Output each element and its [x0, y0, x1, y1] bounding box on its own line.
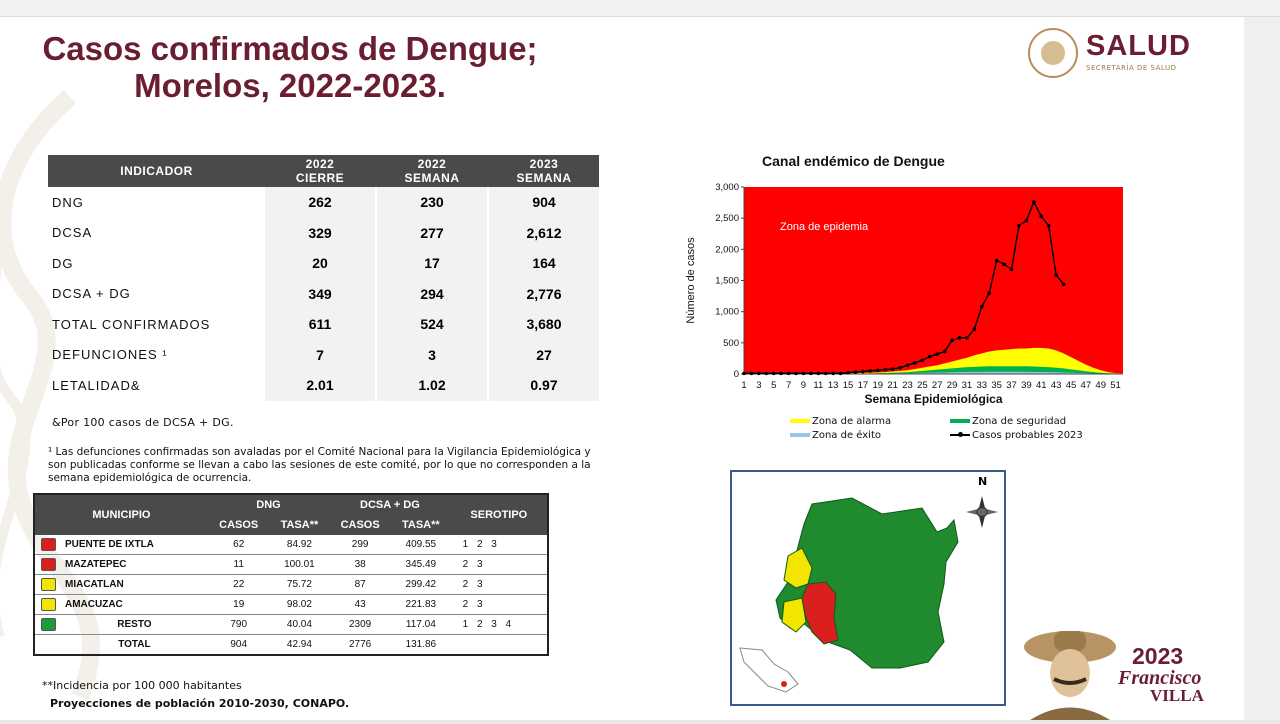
cases-2023-point — [1032, 200, 1036, 204]
x-tick-label: 47 — [1080, 380, 1092, 391]
municipio-row — [34, 595, 548, 615]
dng-tasa: 40.04 — [270, 615, 330, 635]
header-serotipo: SEROTIPO — [451, 494, 548, 535]
x-tick-label: 37 — [1006, 380, 1017, 391]
header-dng-casos: CASOS — [208, 515, 270, 535]
serotipo: 2 3 — [451, 555, 548, 575]
x-tick-label: 45 — [1065, 380, 1077, 391]
cases-2023-point — [883, 368, 887, 372]
legend-swatch-casos — [950, 434, 970, 436]
x-axis-label: Semana Epidemiológica — [864, 392, 1003, 406]
indicator-value: 2.01 — [265, 370, 375, 401]
legend-seguridad: Zona de seguridad — [950, 416, 1066, 427]
dcsa-casos: 43 — [329, 595, 391, 615]
serotipo — [451, 635, 548, 656]
indicator-value: 2,612 — [489, 218, 599, 249]
indicator-label: LETALIDAD& — [52, 377, 141, 393]
cases-2023-point — [854, 370, 858, 374]
cases-2023-point — [1039, 214, 1043, 218]
x-tick-label: 39 — [1021, 380, 1032, 391]
cases-2023-point — [891, 367, 895, 371]
serotipo: 1 2 3 4 — [451, 615, 548, 635]
dcsa-tasa: 117.04 — [391, 615, 451, 635]
title-line-2: Morelos, 2022-2023. — [134, 67, 446, 104]
indicator-value: 230 — [377, 187, 487, 218]
indicator-label: DCSA + DG — [52, 286, 131, 302]
municipio-name: PUENTE DE IXTLA — [61, 535, 208, 555]
x-tick-label: 21 — [887, 380, 898, 391]
municipio-row — [34, 535, 548, 555]
header-dcsa-casos: CASOS — [329, 515, 391, 535]
indicator-row — [48, 340, 599, 371]
header-2023-semana: 2023 SEMANA — [489, 155, 599, 187]
municipio-color-swatch — [41, 598, 56, 611]
indicator-value: 27 — [489, 340, 599, 371]
municipios-table — [33, 493, 549, 656]
legend-alarma: Zona de alarma — [790, 416, 891, 427]
x-tick-label: 3 — [756, 380, 762, 391]
x-tick-label: 1 — [741, 380, 747, 391]
right-scroll-strip[interactable] — [1244, 17, 1280, 720]
y-tick-label: 500 — [723, 337, 739, 349]
indicator-value: 904 — [489, 187, 599, 218]
villa-year: 2023 — [1132, 643, 1184, 669]
map-region-red — [802, 582, 838, 644]
cases-2023-point — [1002, 262, 1006, 266]
dng-casos: 22 — [208, 575, 270, 595]
indicator-value: 277 — [377, 218, 487, 249]
indicator-label: DNG — [52, 194, 84, 210]
y-tick-label: 1,500 — [715, 275, 739, 287]
municipio-name: RESTO — [61, 615, 208, 635]
header-municipio: MUNICIPIO — [34, 494, 208, 535]
header-dcsa-dg: DCSA + DG — [329, 494, 450, 515]
cases-2023-point — [965, 336, 969, 340]
top-toolbar — [0, 0, 1280, 17]
dcsa-casos: 38 — [329, 555, 391, 575]
indicator-value: 524 — [377, 309, 487, 340]
morelos-map-shape — [732, 472, 1004, 704]
incidencia-note: **Incidencia por 100 000 habitantes — [42, 679, 242, 692]
indicator-value: 329 — [265, 218, 375, 249]
x-tick-label: 41 — [1035, 380, 1047, 391]
dcsa-casos: 87 — [329, 575, 391, 595]
x-tick-label: 5 — [771, 380, 777, 391]
cases-2023-point — [980, 305, 984, 309]
municipio-name: MIACATLAN — [61, 575, 208, 595]
indicator-value: 7 — [265, 340, 375, 371]
cases-2023-point — [1010, 267, 1014, 271]
header-dcsa-tasa: TASA** — [391, 515, 451, 535]
map-inset-marker — [781, 681, 787, 687]
indicator-row — [48, 248, 599, 279]
cases-2023-point — [928, 355, 932, 359]
cases-2023-point — [824, 372, 828, 376]
x-tick-label: 51 — [1110, 380, 1121, 391]
dcsa-tasa: 345.49 — [391, 555, 451, 575]
dcsa-tasa: 299.42 — [391, 575, 451, 595]
chart-title: Canal endémico de Dengue — [762, 153, 945, 169]
epidemic-zone-label: Zona de epidemia — [780, 221, 869, 233]
y-tick-label: 3,000 — [715, 182, 739, 193]
cases-2023-point — [973, 327, 977, 331]
indicator-label: DCSA — [52, 225, 93, 241]
defunciones-footnote: ¹ Las defunciones confirmadas son avaladas por el Comité Nacional para la Vigilancia Epidemiológica y son publicadas conforme se llevan a cabo las sesiones de este comité, por lo que no corresponden a la semana epidemiológica de ocurrencia. — [48, 446, 591, 484]
cases-2023-point — [846, 371, 850, 375]
letalidad-note: &Por 100 casos de DCSA + DG. — [52, 416, 234, 429]
serotipo: 1 2 3 — [451, 535, 548, 555]
indicator-row — [48, 279, 599, 310]
title-line-1: Casos confirmados de Dengue; — [42, 30, 538, 67]
cases-2023-point — [757, 372, 761, 376]
cases-2023-point — [987, 291, 991, 295]
cases-2023-point — [943, 350, 947, 354]
x-tick-label: 13 — [827, 380, 839, 391]
dcsa-tasa: 221.83 — [391, 595, 451, 615]
x-tick-label: 43 — [1050, 380, 1062, 391]
dng-casos: 62 — [208, 535, 270, 555]
municipio-row — [34, 635, 548, 656]
cases-2023-point — [913, 361, 917, 365]
dng-casos: 790 — [208, 615, 270, 635]
eagle-seal-icon — [1028, 28, 1078, 78]
dcsa-casos: 299 — [329, 535, 391, 555]
cases-2023-point — [764, 372, 768, 376]
morelos-map — [730, 470, 1006, 706]
serotipo: 2 3 — [451, 575, 548, 595]
indicators-header — [48, 155, 599, 187]
dng-casos: 904 — [208, 635, 270, 656]
cases-2023-point — [787, 372, 791, 376]
map-region-yellow-south — [782, 598, 806, 632]
epidemic-zone — [744, 187, 1123, 374]
header-2022-cierre: 2022 CIERRE — [265, 155, 375, 187]
x-tick-label: 49 — [1095, 380, 1106, 391]
dng-tasa: 42.94 — [270, 635, 330, 656]
dcsa-tasa: 131.86 — [391, 635, 451, 656]
endemic-channel-chart — [680, 175, 1140, 410]
x-tick-label: 11 — [813, 380, 824, 391]
cases-2023-point — [1054, 273, 1058, 277]
header-dng-tasa: TASA** — [270, 515, 330, 535]
municipio-row — [34, 575, 548, 595]
indicator-value: 20 — [265, 248, 375, 279]
indicator-value: 2,776 — [489, 279, 599, 310]
indicator-value: 349 — [265, 279, 375, 310]
cases-2023-point — [906, 363, 910, 367]
indicator-value: 611 — [265, 309, 375, 340]
indicator-value: 17 — [377, 248, 487, 279]
salud-logo — [1028, 28, 1208, 80]
x-tick-label: 31 — [961, 380, 973, 391]
header-dng: DNG — [208, 494, 329, 515]
x-tick-label: 7 — [785, 380, 792, 391]
indicator-label: TOTAL CONFIRMADOS — [52, 316, 211, 332]
dcsa-tasa: 409.55 — [391, 535, 451, 555]
municipio-color-swatch — [41, 558, 56, 571]
dng-tasa: 100.01 — [270, 555, 330, 575]
y-axis-label: Número de casos — [685, 237, 697, 324]
villa-portrait-icon — [1020, 615, 1120, 720]
municipio-name: TOTAL — [61, 635, 208, 656]
dng-casos: 19 — [208, 595, 270, 615]
dng-tasa: 98.02 — [270, 595, 330, 615]
x-tick-label: 25 — [917, 380, 928, 391]
page-title — [0, 30, 580, 104]
cases-2023-point — [817, 372, 821, 376]
header-2022-semana: 2022 SEMANA — [377, 155, 487, 187]
cases-2023-point — [779, 372, 783, 376]
cases-2023-point — [1025, 219, 1029, 223]
francisco-villa-logo — [1020, 615, 1220, 720]
cases-2023-point — [995, 259, 999, 263]
cases-2023-point — [802, 372, 806, 376]
dng-casos: 11 — [208, 555, 270, 575]
legend-swatch-exito — [790, 433, 810, 437]
logo-subtitle: SECRETARÍA DE SALUD — [1086, 64, 1177, 72]
indicator-row — [48, 370, 599, 401]
municipio-color-swatch — [41, 618, 56, 631]
cases-2023-point — [935, 352, 939, 356]
municipio-name: MAZATEPEC — [61, 555, 208, 575]
cases-2023-point — [809, 372, 813, 376]
header-indicador: INDICADOR — [48, 155, 265, 187]
villa-last-name: VILLA — [1150, 686, 1204, 705]
municipio-color-swatch — [41, 538, 56, 551]
x-tick-label: 19 — [872, 380, 884, 391]
indicator-label: DG — [52, 255, 74, 271]
indicator-value: 3,680 — [489, 309, 599, 340]
serotipo: 2 3 — [451, 595, 548, 615]
x-tick-label: 15 — [842, 380, 854, 391]
dcsa-casos: 2309 — [329, 615, 391, 635]
map-mexico-inset — [740, 648, 798, 692]
conapo-note: Proyecciones de población 2010-2030, CONAPO. — [50, 697, 350, 710]
x-tick-label: 23 — [902, 380, 913, 391]
cases-2023-point — [1062, 282, 1066, 286]
cases-2023-point — [921, 358, 925, 362]
x-tick-label: 29 — [946, 380, 958, 391]
indicator-row — [48, 309, 599, 340]
indicator-value: 3 — [377, 340, 487, 371]
cases-2023-point — [1047, 224, 1051, 228]
cases-2023-point — [861, 370, 865, 374]
x-tick-label: 27 — [931, 380, 943, 391]
cases-2023-point — [950, 339, 954, 343]
indicators-table — [48, 155, 599, 401]
y-tick-label: 2,000 — [715, 244, 739, 256]
indicator-value: 0.97 — [489, 370, 599, 401]
cases-2023-point — [869, 369, 873, 373]
indicator-row — [48, 187, 599, 218]
indicator-value: 262 — [265, 187, 375, 218]
x-tick-label: 35 — [991, 380, 1002, 391]
cases-2023-point — [876, 368, 880, 372]
x-tick-label: 33 — [976, 380, 988, 391]
compass-rose-icon — [966, 496, 998, 528]
cases-2023-point — [831, 372, 835, 376]
cases-2023-point — [794, 372, 798, 376]
cases-2023-point — [839, 372, 843, 376]
dng-tasa: 75.72 — [270, 575, 330, 595]
dng-tasa: 84.92 — [270, 535, 330, 555]
indicator-value: 1.02 — [377, 370, 487, 401]
x-tick-label: 9 — [800, 380, 807, 391]
indicator-value: 294 — [377, 279, 487, 310]
dcsa-casos: 2776 — [329, 635, 391, 656]
y-tick-label: 0 — [733, 369, 739, 380]
indicator-label: DEFUNCIONES ¹ — [52, 347, 168, 363]
legend-exito: Zona de éxito — [790, 430, 881, 441]
legend-casos: Casos probables 2023 — [950, 430, 1083, 441]
y-tick-label: 2,500 — [715, 213, 739, 225]
x-tick-label: 17 — [857, 380, 869, 391]
indicator-row — [48, 218, 599, 249]
municipio-row — [34, 555, 548, 575]
cases-2023-point — [898, 366, 902, 370]
cases-2023-point — [1017, 224, 1021, 228]
y-tick-label: 1,000 — [715, 306, 739, 318]
indicator-value: 164 — [489, 248, 599, 279]
cases-2023-point — [750, 372, 754, 376]
cases-2023-point — [958, 336, 962, 340]
logo-name: SALUD — [1086, 30, 1191, 62]
cases-2023-point — [742, 372, 746, 376]
north-label: N — [978, 475, 988, 488]
legend-swatch-alarma — [790, 419, 810, 423]
municipio-color-swatch — [41, 578, 56, 591]
villa-first-name: Francisco — [1118, 667, 1202, 689]
municipio-row — [34, 615, 548, 635]
legend-swatch-seguridad — [950, 419, 970, 423]
municipio-name: AMACUZAC — [61, 595, 208, 615]
cases-2023-point — [772, 372, 776, 376]
